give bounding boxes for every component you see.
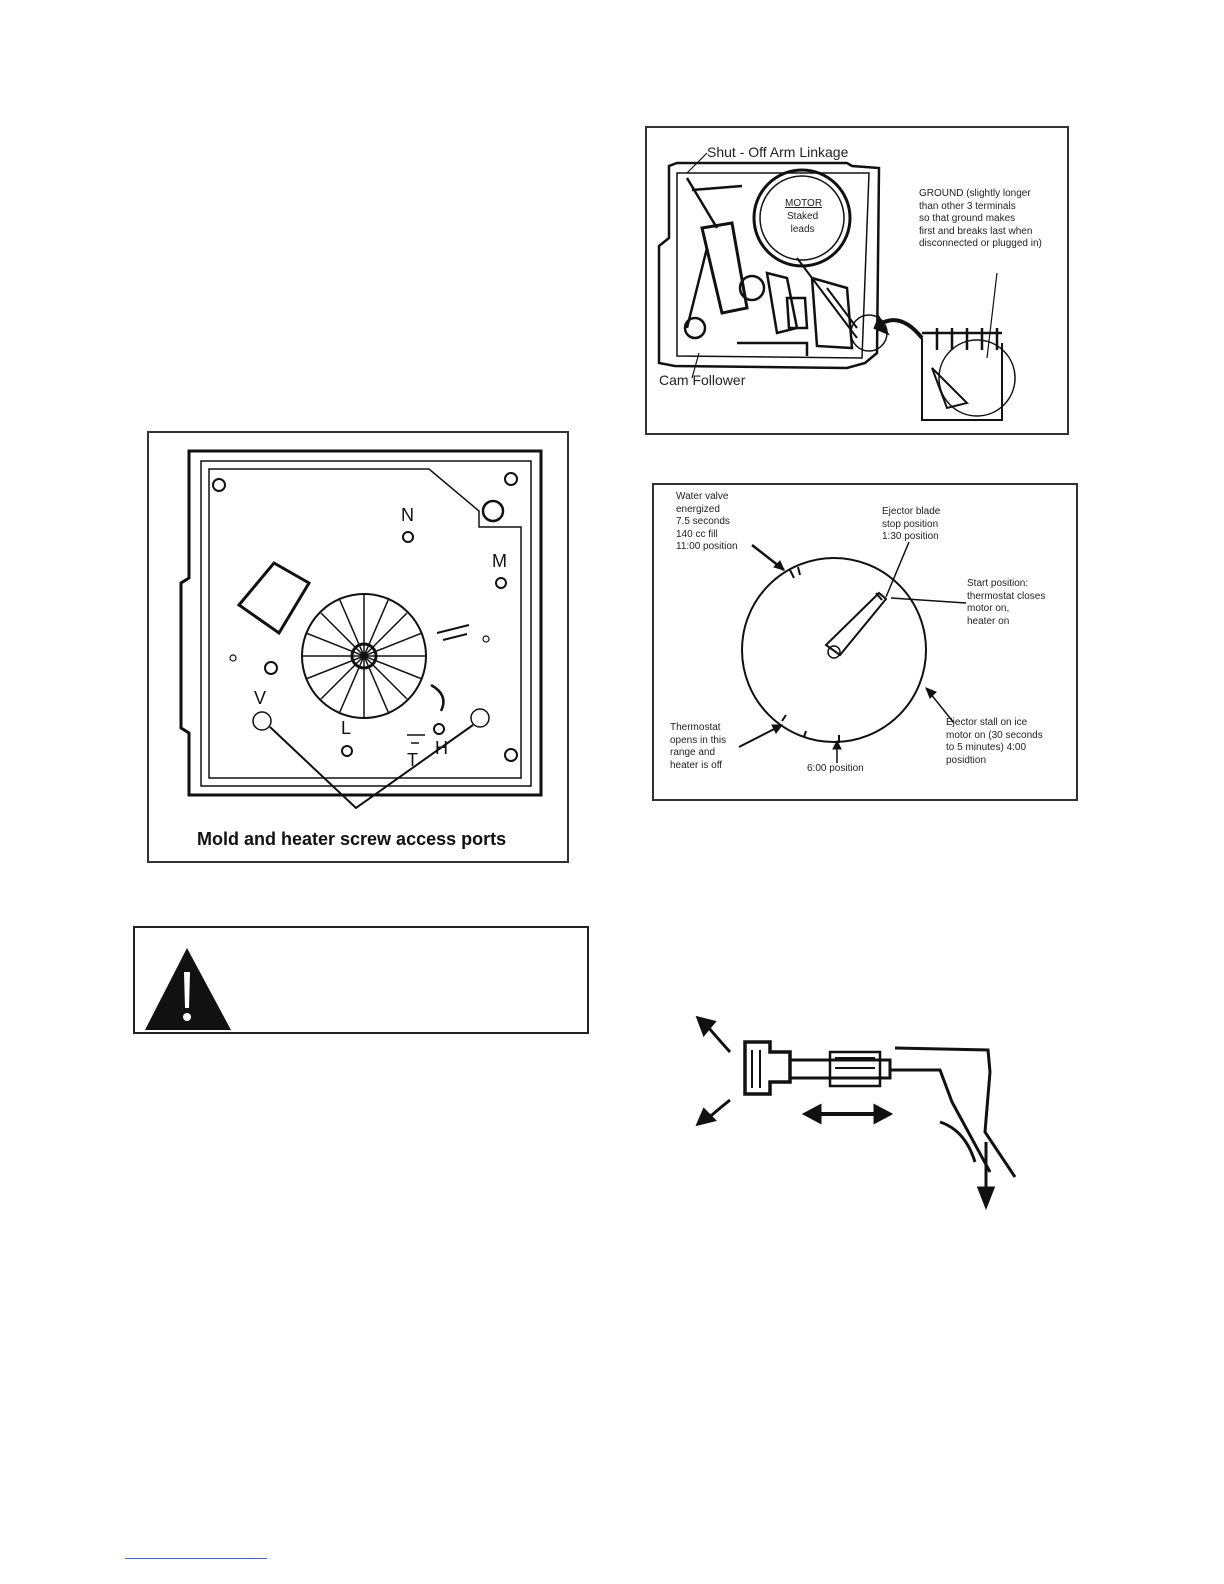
terminal-letter-m: M [492, 551, 507, 571]
thermostat-note: Thermostat opens in this range and heater is off [670, 722, 727, 771]
ejector-stall-note: Ejector stall on ice motor on (30 seconds to 5 minutes) 4:00 posidtion [946, 717, 1043, 766]
ejector-stop-note: Ejector blade stop position 1:30 position [882, 506, 941, 542]
six-oclock-label: 6:00 position [807, 763, 864, 774]
cam-follower-label: Cam Follower [659, 372, 746, 388]
access-ports-caption: Mold and heater screw access ports [197, 829, 507, 849]
footer-rule [125, 1558, 267, 1559]
shutoff-arm-label: Shut - Off Arm Linkage [707, 144, 849, 160]
motor-module-figure [645, 126, 1069, 435]
terminal-letter-h: H [435, 738, 448, 758]
water-valve-note: Water valve energized 7.5 seconds 140 cc fill 11:00 position [676, 491, 738, 552]
terminal-letter-v: V [254, 688, 267, 708]
access-port-right [471, 709, 489, 727]
timing-cycle-figure [652, 483, 1078, 801]
warning-box [133, 926, 589, 1034]
shutoff-arm-mechanism-drawing [690, 1012, 1030, 1222]
warning-triangle-icon [145, 944, 235, 1034]
staked-leads-label: Staked leads [787, 211, 819, 235]
terminal-letter-l: L [341, 718, 352, 738]
start-position-note: Start position: thermostat closes motor on, heater on [967, 578, 1046, 627]
ground-note: GROUND (slightly longer than other 3 terminals so that ground makes first and breaks last when disconnected or plugged in) [919, 188, 1042, 249]
access-ports-drawing [149, 433, 567, 861]
terminal-letter-t: T [407, 750, 418, 770]
terminal-letter-n: N [401, 505, 414, 525]
access-ports-figure [147, 431, 569, 863]
motor-label: MOTOR [785, 198, 823, 209]
access-port-left [253, 712, 271, 730]
